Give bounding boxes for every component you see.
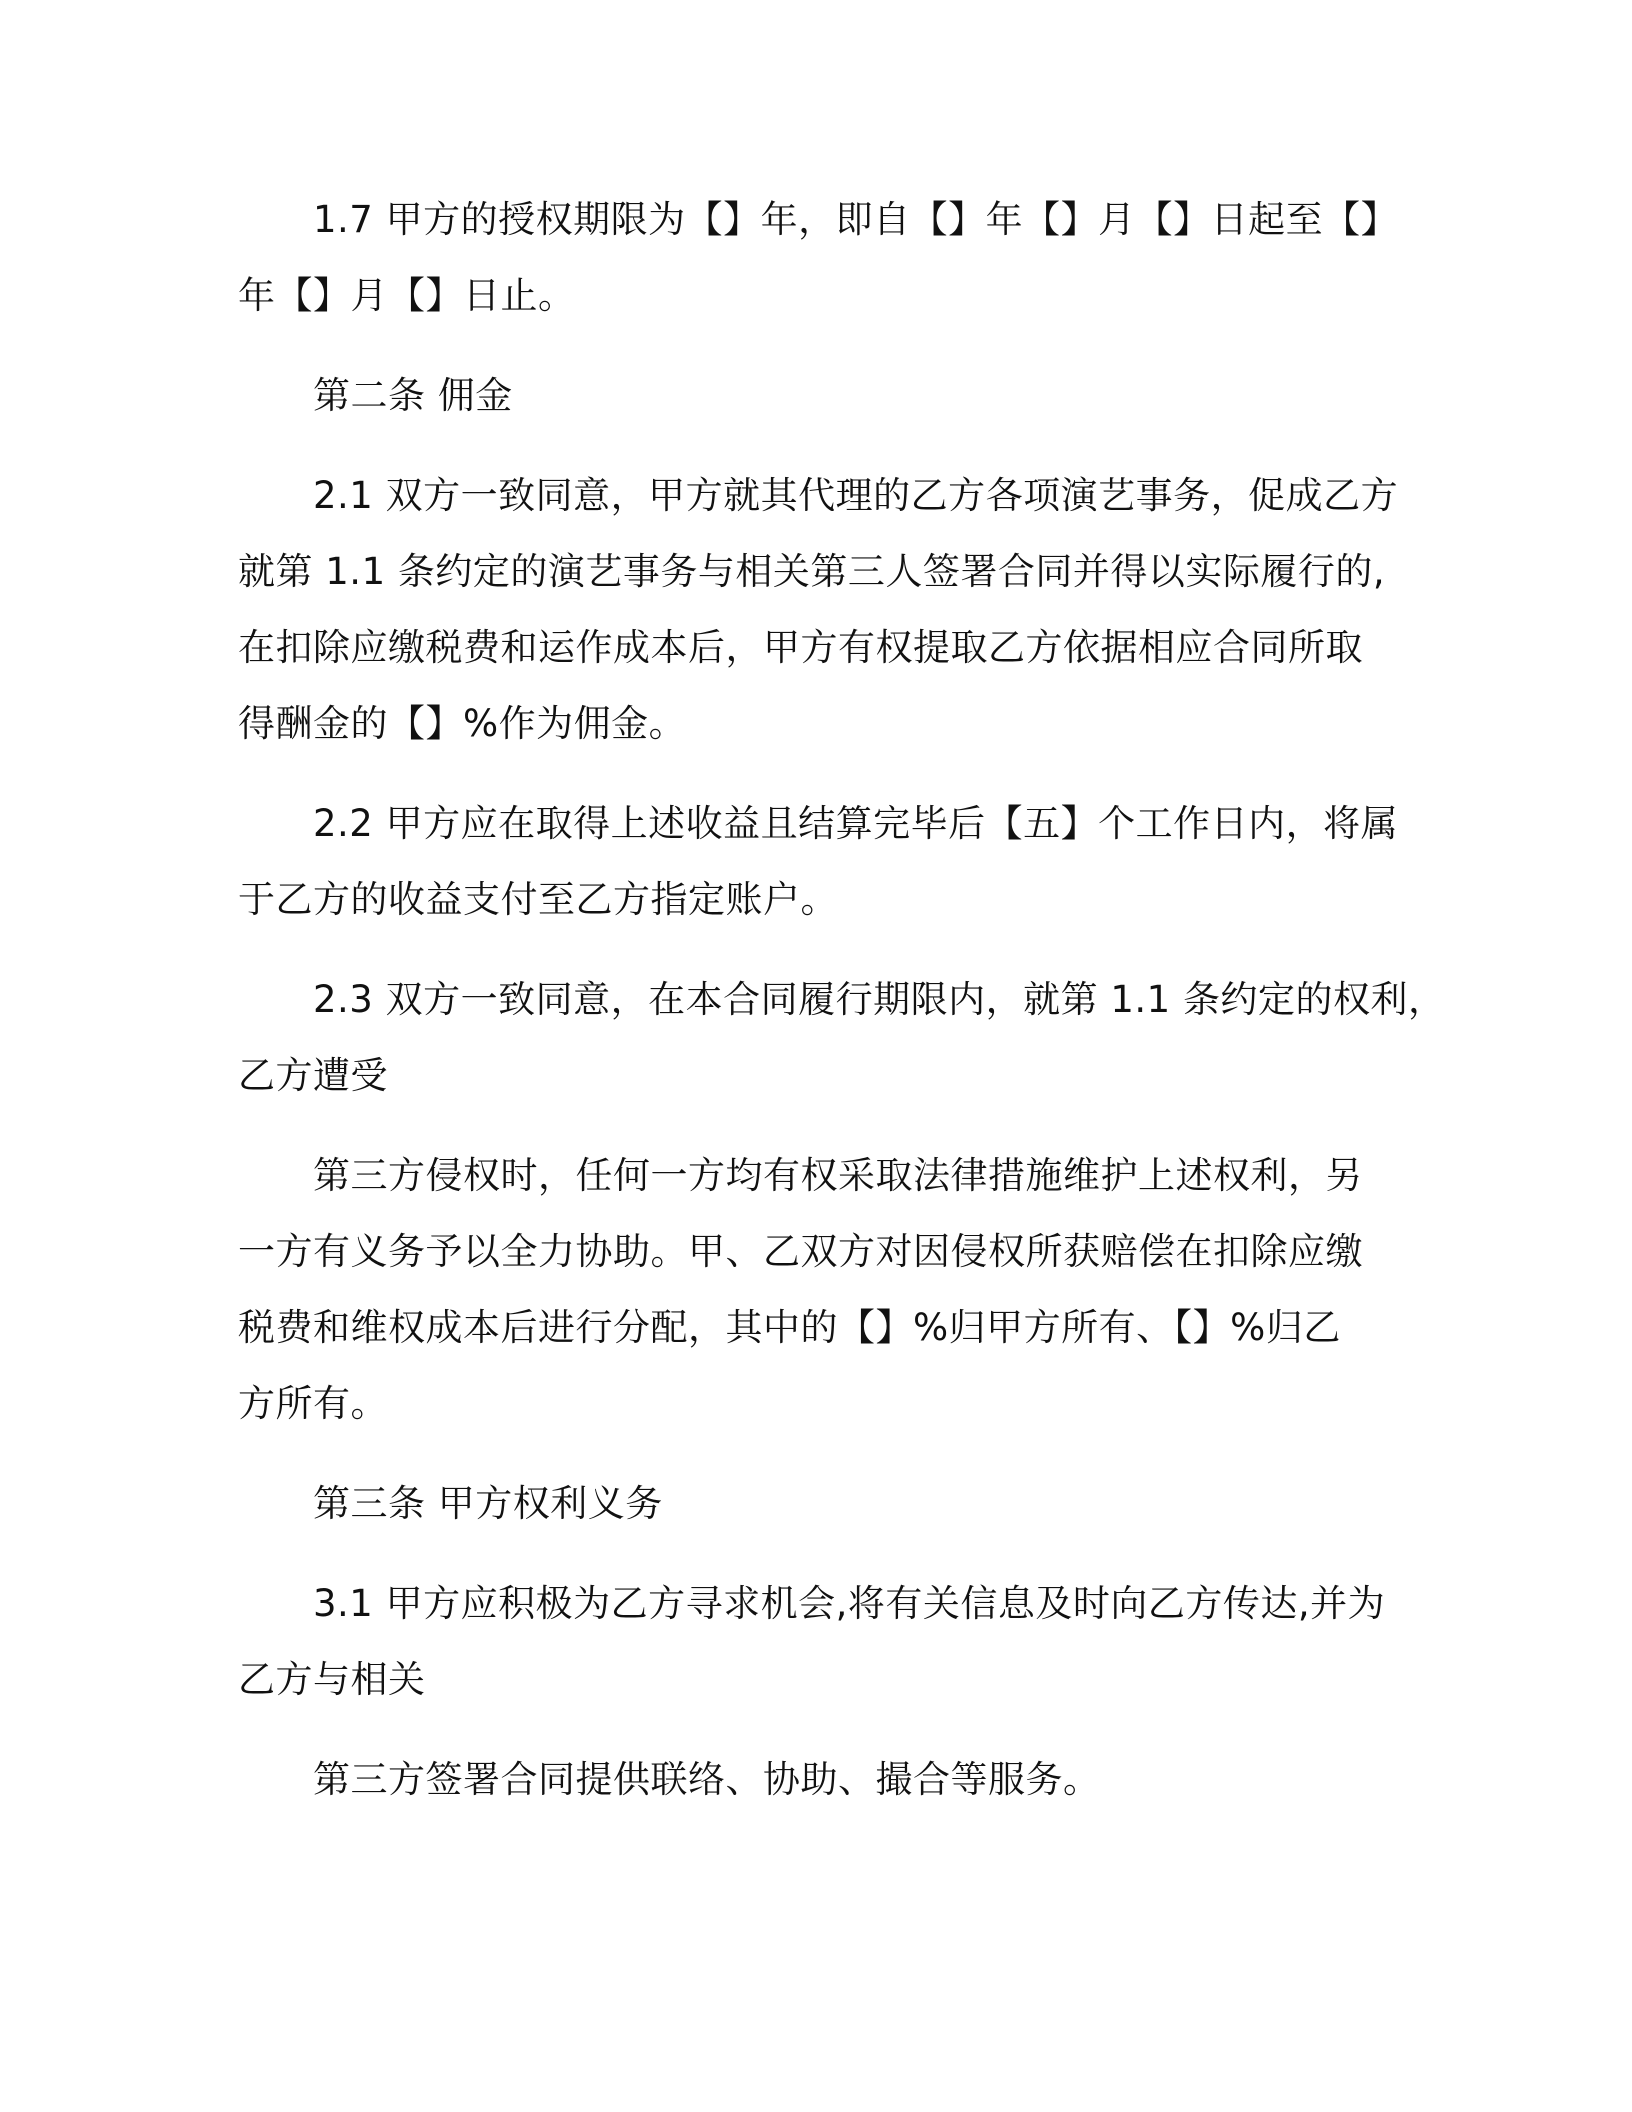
clause-2-3-cont-line-4: 方所有。 xyxy=(238,1382,388,1425)
clause-2-2-line-1: 2.2 甲方应在取得上述收益且结算完毕后【五】个工作日内，将属 xyxy=(313,802,1399,845)
clause-3-1-line-2: 乙方与相关 xyxy=(238,1658,426,1701)
clause-3-1-line-1: 3.1 甲方应积极为乙方寻求机会,将有关信息及时向乙方传达,并为 xyxy=(313,1582,1386,1625)
clause-2-3-cont-line-2: 一方有义务予以全力协助。甲、乙双方对因侵权所获赔偿在扣除应缴 xyxy=(238,1230,1363,1273)
clause-2-1-line-4: 得酬金的【】%作为佣金。 xyxy=(238,702,687,745)
clause-2-3-line-2: 乙方遭受 xyxy=(238,1054,388,1097)
clause-2-3-cont-line-3: 税费和维权成本后进行分配，其中的【】%归甲方所有、【】%归乙 xyxy=(238,1306,1341,1349)
clause-2-1-line-1: 2.1 双方一致同意，甲方就其代理的乙方各项演艺事务，促成乙方 xyxy=(313,474,1399,517)
clause-2-2-line-2: 于乙方的收益支付至乙方指定账户。 xyxy=(238,878,838,921)
article-3-heading: 第三条 甲方权利义务 xyxy=(313,1482,663,1525)
clause-2-3-cont-line-1: 第三方侵权时，任何一方均有权采取法律措施维护上述权利，另 xyxy=(313,1154,1363,1197)
clause-1-7-line-1: 1.7 甲方的授权期限为【】年，即自【】年【】月【】日起至【】 xyxy=(313,198,1399,241)
clause-3-1-cont-line-1: 第三方签署合同提供联络、协助、撮合等服务。 xyxy=(313,1758,1101,1801)
article-2-heading: 第二条 佣金 xyxy=(313,374,513,417)
clause-2-3-line-1: 2.3 双方一致同意，在本合同履行期限内，就第 1.1 条约定的权利， xyxy=(313,978,1446,1021)
clause-1-7-line-2: 年【】月【】日止。 xyxy=(238,274,576,317)
clause-2-1-line-2: 就第 1.1 条约定的演艺事务与相关第三人签署合同并得以实际履行的, xyxy=(238,550,1386,593)
clause-2-1-line-3: 在扣除应缴税费和运作成本后，甲方有权提取乙方依据相应合同所取 xyxy=(238,626,1363,669)
